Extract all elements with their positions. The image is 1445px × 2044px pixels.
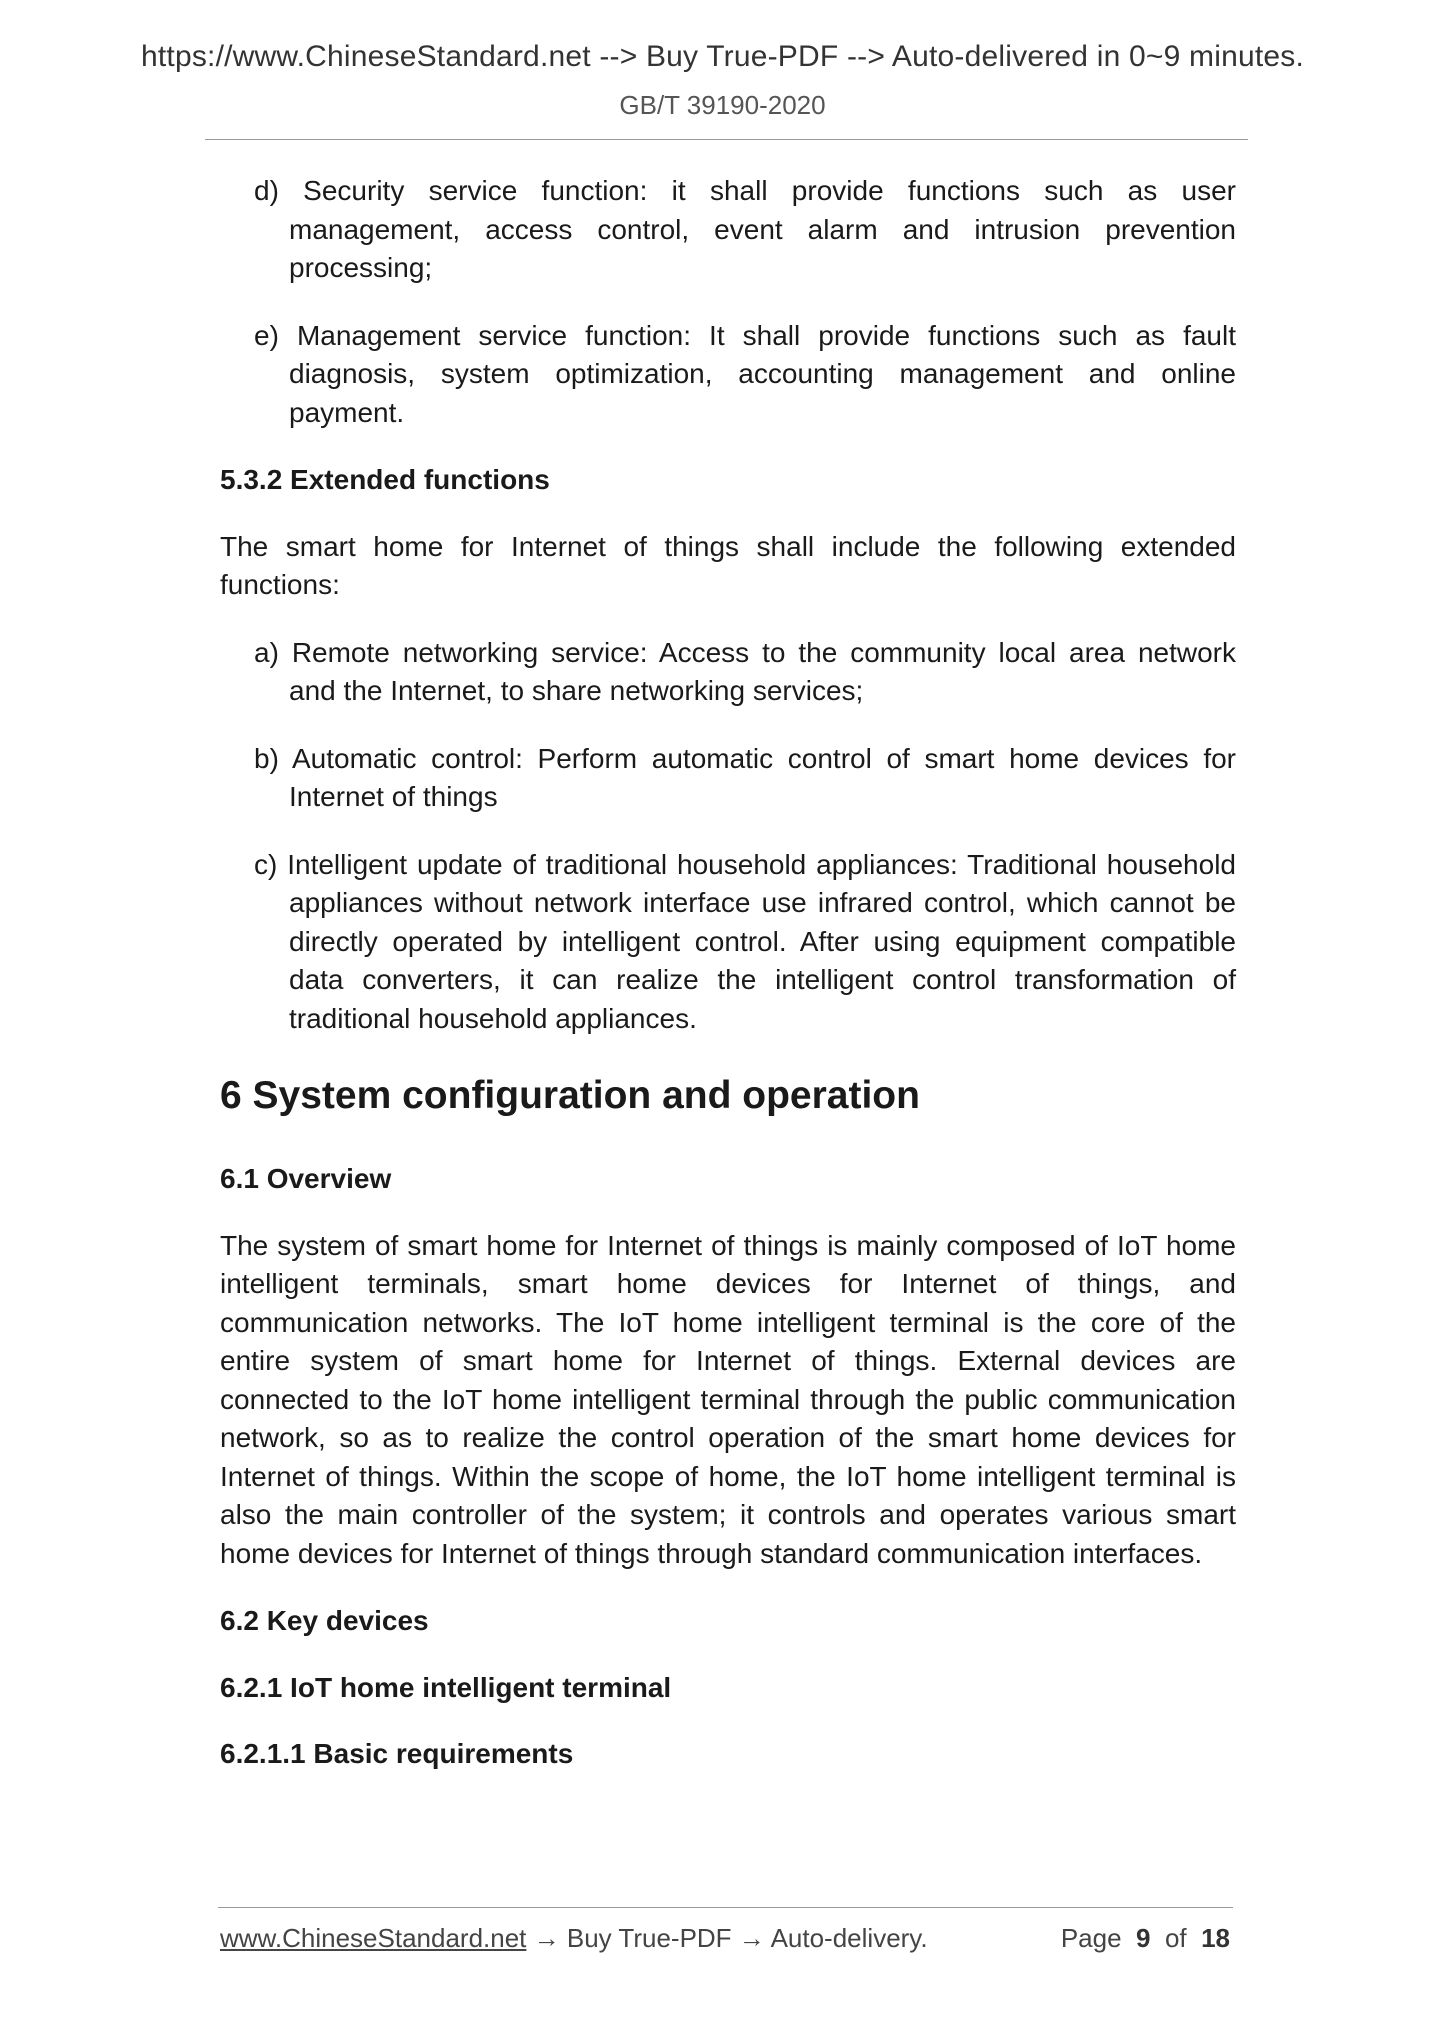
footer-tail-text: → Buy True-PDF → Auto-delivery.: [526, 1923, 928, 1953]
section-heading-6-1: 6.1 Overview: [220, 1163, 392, 1194]
of-word: of: [1164, 1923, 1187, 1953]
paragraph-6-1: The system of smart home for Internet of things is mainly composed of IoT home intelligent terminals, smart home devices for Internet of things, and communication networks. The IoT home intelligent terminal is the core of the entire system of smart home for Internet of things. External devices are connected to the IoT home intelligent terminal through the public communication network, so as to realize the control operation of the smart home devices for Internet of things. Within the scope of home, the IoT home intelligent terminal is also the main controller of the system; it controls and operates various smart home devices for Internet of things through standard communication interfaces.: [220, 1229, 1236, 1569]
standard-code: GB/T 39190-2020: [619, 90, 826, 120]
section-heading-6-2-1-1: 6.2.1.1 Basic requirements: [220, 1738, 574, 1769]
page-current: 9: [1136, 1923, 1151, 1953]
section-heading-5-3-2: 5.3.2 Extended functions: [220, 464, 550, 495]
section-heading-6-2: 6.2 Key devices: [220, 1605, 429, 1636]
list-item-d: d) Security service function: it shall provide functions such as user management, access control, event alarm and intrusion prevention processing;: [254, 175, 1236, 283]
footer-left: [220, 1923, 928, 1953]
page-word: Page: [1060, 1923, 1122, 1953]
top-banner: https://www.ChineseStandard.net --> Buy True-PDF --> Auto-delivered in 0~9 minutes.: [141, 40, 1304, 73]
section-heading-6-2-1: 6.2.1 IoT home intelligent terminal: [220, 1671, 672, 1703]
footer-site-link[interactable]: www.ChineseStandard.net: [220, 1923, 527, 1953]
document-body: [220, 172, 1236, 1802]
header-divider: [205, 139, 1248, 140]
list-item-b: b) Automatic control: Perform automatic control of smart home devices for Internet of things: [254, 742, 1236, 812]
list-item-a: a) Remote networking service: Access to the community local area network and the Internet, to share networking services;: [254, 636, 1236, 706]
list-item-c: c) Intelligent update of traditional household appliances: Traditional household appliances without network interface use infrared control, which cannot be directly operated by intelligent control. After using equipment compatible data converters, it can realize the intelligent control transformation of traditional household appliances.: [254, 848, 1236, 1034]
page-total: 18: [1201, 1923, 1230, 1953]
page-footer: [220, 1923, 1230, 1954]
list-item-e: e) Management service function: It shall provide functions such as fault diagnosis, system optimization, accounting management and online payment.: [254, 319, 1236, 428]
footer-divider: [218, 1907, 1233, 1908]
page-number: [1061, 1923, 1230, 1954]
chapter-heading-6: 6 System configuration and operation: [220, 1074, 920, 1117]
paragraph-5-3-2: The smart home for Internet of things shall include the following extended functions:: [220, 530, 1236, 600]
